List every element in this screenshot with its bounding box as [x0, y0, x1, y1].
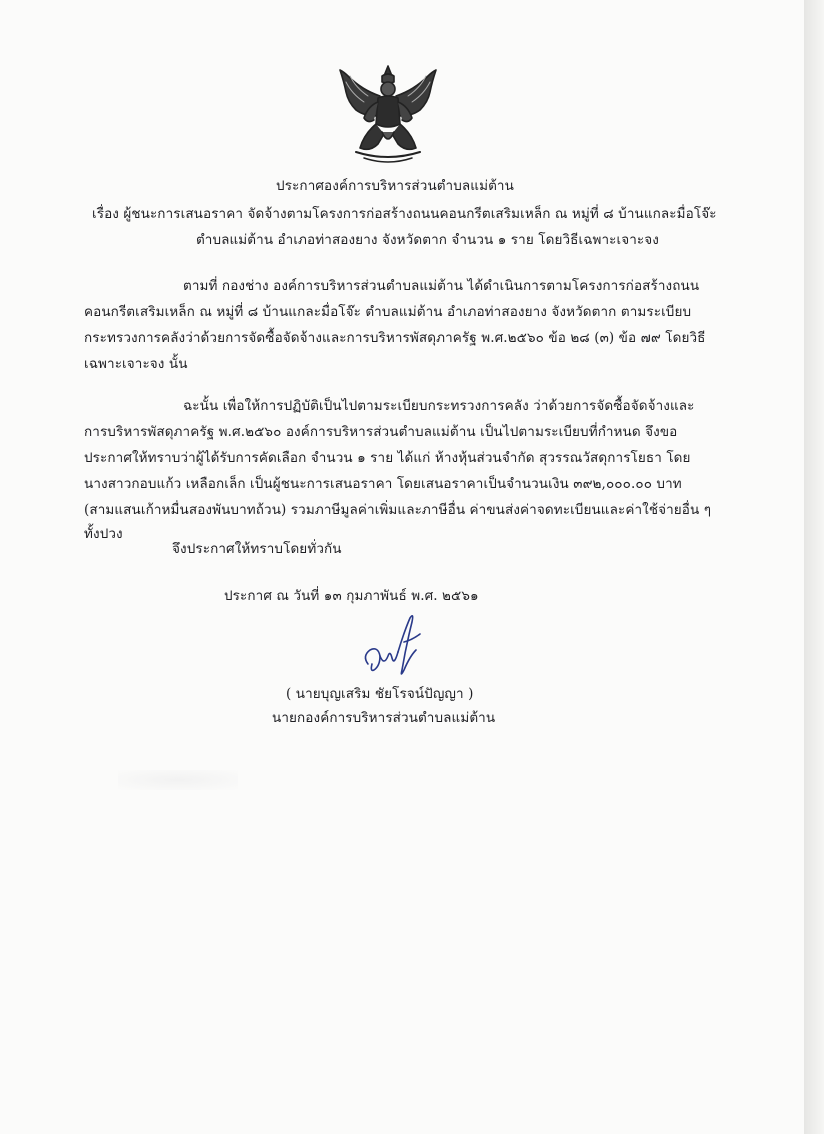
- scan-smudge: [118, 770, 238, 790]
- paragraph2-line-4: นางสาวกอบแก้ว เหลือกเล็ก เป็นผู้ชนะการเสนอราคา โดยเสนอราคาเป็นจำนวนเงิน ๓๙๒,๐๐๐.๐๐ บาท: [84, 476, 682, 492]
- paragraph2-line-1: ฉะนั้น เพื่อให้การปฏิบัติเป็นไปตามระเบียบกระทรวงการคลัง ว่าด้วยการจัดซื้อจัดจ้างและ: [183, 398, 695, 414]
- announcement-date: ประกาศ ณ วันที่ ๑๓ กุมภาพันธ์ พ.ศ. ๒๕๖๑: [224, 588, 479, 604]
- paragraph2-line-6: ทั้งปวง: [84, 526, 123, 542]
- signer-name: ( นายบุญเสริม ชัยโรจน์ปัญญา ): [286, 686, 474, 702]
- scan-edge: [804, 0, 824, 1134]
- handwritten-signature: [360, 612, 430, 684]
- subject-line-1: เรื่อง ผู้ชนะการเสนอราคา จัดจ้างตามโครงการก่อสร้างถนนคอนกรีตเสริมเหล็ก ณ หมู่ที่ ๘ บ้านแกละมื่อโจ๊ะ: [92, 206, 717, 222]
- paragraph1-line-2: คอนกรีตเสริมเหล็ก ณ หมู่ที่ ๘ บ้านแกละมื่อโจ๊ะ ตำบลแม่ต้าน อำเภอท่าสองยาง จังหวัดตาก ตามระเบียบ: [84, 304, 692, 320]
- garuda-emblem-icon: [334, 62, 442, 168]
- paragraph2-line-3: ประกาศให้ทราบว่าผู้ได้รับการคัดเลือก จำนวน ๑ ราย ได้แก่ ห้างหุ้นส่วนจำกัด สุวรรณวัสดุการโยธา โดย: [84, 450, 691, 466]
- closing-statement: จึงประกาศให้ทราบโดยทั่วกัน: [172, 541, 342, 557]
- paragraph2-line-5: (สามแสนเก้าหมื่นสองพันบาทถ้วน) รวมภาษีมูลค่าเพิ่มและภาษีอื่น ค่าขนส่งค่าจดทะเบียนและค่าใช้จ่ายอื่น ๆ: [84, 502, 712, 518]
- paragraph2-line-2: การบริหารพัสดุภาครัฐ พ.ศ.๒๕๖๐ องค์การบริหารส่วนตำบลแม่ต้าน เป็นไปตามระเบียบที่กำหนด จึงขอ: [84, 424, 678, 440]
- paragraph1-line-3: กระทรวงการคลังว่าด้วยการจัดซื้อจัดจ้างและการบริหารพัสดุภาครัฐ พ.ศ.๒๕๖๐ ข้อ ๒๘ (๓) ข้อ ๗๙ โดยวิธี: [84, 330, 706, 346]
- signer-title: นายกองค์การบริหารส่วนตำบลแม่ต้าน: [272, 710, 496, 726]
- paragraph1-line-4: เฉพาะเจาะจง นั้น: [84, 356, 188, 372]
- subject-line-2: ตำบลแม่ต้าน อำเภอท่าสองยาง จังหวัดตาก จำนวน ๑ ราย โดยวิธีเฉพาะเจาะจง: [196, 232, 659, 248]
- paragraph1-line-1: ตามที่ กองช่าง องค์การบริหารส่วนตำบลแม่ต้าน ได้ดำเนินการตามโครงการก่อสร้างถนน: [183, 278, 700, 294]
- announcement-heading: ประกาศองค์การบริหารส่วนตำบลแม่ต้าน: [276, 178, 514, 194]
